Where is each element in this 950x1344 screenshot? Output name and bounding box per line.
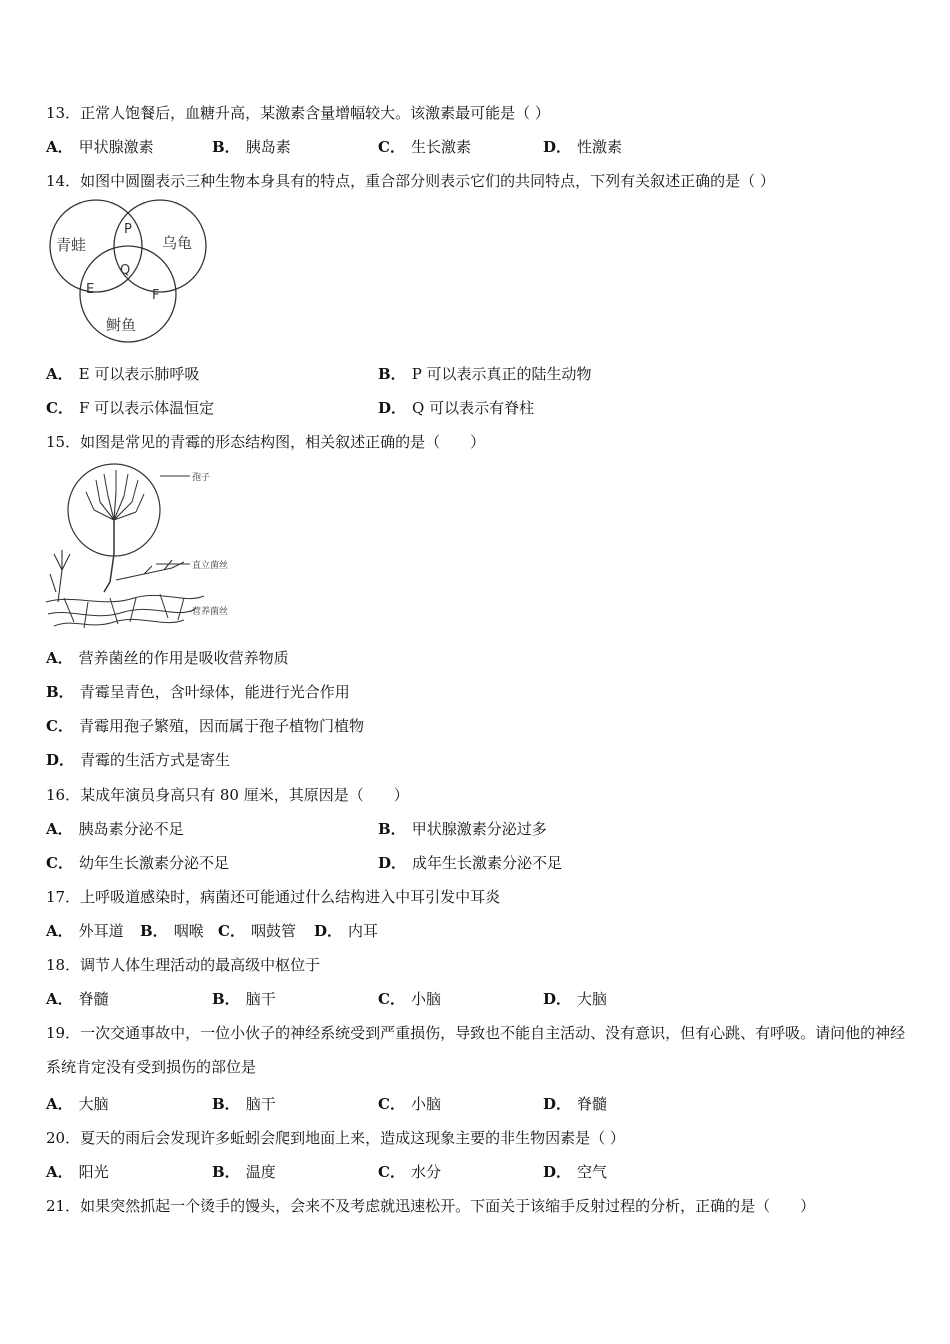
option-text: 大脑 — [577, 990, 608, 1008]
q19-option-d[interactable] — [543, 1094, 607, 1114]
option-text: 甲状腺激素 — [78, 138, 154, 156]
option-label: B． — [378, 820, 406, 838]
option-label: C． — [378, 1163, 405, 1181]
option-label: A． — [46, 138, 73, 156]
option-text: 青霉呈青色，含叶绿体，能进行光合作用 — [79, 683, 350, 701]
option-label: A． — [46, 365, 73, 383]
option-label: B． — [140, 922, 168, 940]
label-vegetative-hyphae: 营养菌丝 — [192, 607, 229, 617]
q14-option-b[interactable] — [378, 364, 592, 384]
option-label: D． — [543, 1095, 572, 1113]
q20-option-a[interactable] — [46, 1162, 109, 1182]
q19-option-b[interactable] — [212, 1094, 276, 1114]
option-label: C． — [378, 990, 405, 1008]
option-text: 小脑 — [410, 990, 441, 1008]
option-label: A． — [46, 649, 73, 667]
q19-option-a[interactable] — [46, 1094, 109, 1114]
q14-option-c[interactable] — [46, 398, 214, 418]
q16-option-c[interactable] — [46, 853, 229, 873]
option-label: C． — [378, 138, 405, 156]
q16-option-b[interactable] — [378, 819, 547, 839]
penicillium-diagram — [44, 462, 244, 634]
q18-stem: 18．调节人体生理活动的最高级中枢位于 — [46, 956, 321, 974]
q18-option-b[interactable] — [212, 989, 276, 1009]
option-label: C． — [46, 854, 73, 872]
option-text: 空气 — [577, 1163, 608, 1181]
q18-option-a[interactable] — [46, 989, 109, 1009]
vegetative-hyphae — [46, 594, 204, 628]
q17-stem: 17．上呼吸道感染时，病菌还可能通过什么结构进入中耳引发中耳炎 — [46, 888, 501, 906]
option-text: 咽喉 — [173, 922, 204, 940]
option-text: P 可以表示真正的陆生动物 — [411, 365, 592, 383]
option-text: 脊髓 — [577, 1095, 608, 1113]
option-text: 小脑 — [410, 1095, 441, 1113]
option-label: C． — [46, 717, 73, 735]
label-aerial-hyphae: 直立菌丝 — [192, 561, 229, 571]
q19-stem: 19．一次交通事故中，一位小伙子的神经系统受到严重损伤，导致也不能自主活动、没有意识，但有心跳、有呼吸。请问他的神经系统肯定没有受到损伤的部位是 — [46, 1024, 906, 1076]
option-label: B． — [212, 990, 240, 1008]
option-text: 胰岛素分泌不足 — [78, 820, 184, 838]
option-label: A． — [46, 1095, 73, 1113]
option-label: B． — [212, 1163, 240, 1181]
option-label: C． — [46, 399, 73, 417]
option-text: F 可以表示体温恒定 — [78, 399, 215, 417]
option-label: B． — [212, 1095, 240, 1113]
option-text: 脊髓 — [78, 990, 109, 1008]
option-text: 外耳道 — [78, 922, 124, 940]
option-text: 性激素 — [577, 138, 623, 156]
q16-stem: 16．某成年演员身高只有 80 厘米，其原因是（ ） — [46, 786, 409, 804]
venn-region-q: Q — [120, 263, 131, 278]
venn-label-fish: 鲥鱼 — [106, 316, 137, 334]
option-label: D． — [543, 138, 572, 156]
option-text: 青霉的生活方式是寄生 — [80, 751, 231, 769]
option-text: 温度 — [245, 1163, 276, 1181]
q13-stem: 13．正常人饱餐后，血糖升高，某激素含量增幅较大。该激素最可能是（ ） — [46, 104, 550, 122]
q18-option-c[interactable] — [378, 989, 441, 1009]
option-label: A． — [46, 1163, 73, 1181]
option-text: 青霉用孢子繁殖，因而属于孢子植物门植物 — [78, 717, 364, 735]
aerial-hypha — [104, 554, 114, 592]
venn-region-e: E — [86, 282, 95, 297]
option-label: B． — [46, 683, 74, 701]
q17-option-a[interactable] — [46, 921, 124, 941]
option-text: 咽鼓管 — [250, 922, 296, 940]
q20-stem: 20．夏天的雨后会发现许多蚯蚓会爬到地面上来，造成这现象主要的非生物因素是（ ） — [46, 1129, 625, 1147]
q20-option-d[interactable] — [543, 1162, 607, 1182]
option-label: A． — [46, 990, 73, 1008]
option-text: 阳光 — [78, 1163, 109, 1181]
option-label: B． — [212, 138, 240, 156]
option-label: D． — [543, 990, 572, 1008]
option-label: D． — [378, 399, 407, 417]
option-text: 大脑 — [78, 1095, 109, 1113]
q17-option-b[interactable] — [140, 921, 204, 941]
q17-option-c[interactable] — [218, 921, 296, 941]
option-text: E 可以表示肺呼吸 — [78, 365, 200, 383]
option-text: 生长激素 — [410, 138, 471, 156]
q20-option-b[interactable] — [212, 1162, 276, 1182]
label-spore: 孢子 — [192, 473, 211, 483]
brush-branches — [94, 492, 136, 520]
q14-option-d[interactable] — [378, 398, 534, 418]
venn-label-turtle: 乌龟 — [162, 234, 193, 252]
option-text: 营养菌丝的作用是吸收营养物质 — [78, 649, 289, 667]
option-text: 幼年生长激素分泌不足 — [78, 854, 229, 872]
q14-stem: 14．如图中圆圈表示三种生物本身具有的特点，重合部分则表示它们的共同特点，下列有关叙述正确的是（ ） — [46, 172, 775, 190]
q16-option-d[interactable] — [378, 853, 562, 873]
option-text: 胰岛素 — [245, 138, 291, 156]
q15-option-b[interactable] — [46, 682, 350, 702]
option-text: 水分 — [410, 1163, 441, 1181]
small-conidiophore — [50, 550, 70, 602]
q14-option-a[interactable] — [46, 364, 199, 384]
q20-option-c[interactable] — [378, 1162, 441, 1182]
right-branch — [116, 560, 184, 580]
option-label: A． — [46, 820, 73, 838]
q18-option-d[interactable] — [543, 989, 607, 1009]
venn-region-p: P — [124, 222, 132, 237]
option-label: B． — [378, 365, 406, 383]
q15-option-d[interactable] — [46, 750, 230, 770]
venn-region-f: F — [152, 288, 160, 303]
q13-option-b[interactable] — [212, 137, 291, 157]
option-text: 脑干 — [245, 1095, 276, 1113]
venn-label-frog: 青蛙 — [56, 236, 87, 254]
q15-option-a[interactable] — [46, 648, 289, 668]
q21-stem: 21．如果突然抓起一个烫手的馒头，会来不及考虑就迅速松开。下面关于该缩手反射过程的分析，正确的是（ ） — [46, 1197, 816, 1215]
option-label: D． — [314, 922, 343, 940]
q13-option-c[interactable] — [378, 137, 471, 157]
venn-diagram — [44, 198, 214, 346]
option-label: A． — [46, 922, 73, 940]
option-label: D． — [46, 751, 75, 769]
q15-option-c[interactable] — [46, 716, 364, 736]
option-label: D． — [378, 854, 407, 872]
option-label: C． — [218, 922, 245, 940]
q15-stem: 15．如图是常见的青霉的形态结构图，相关叙述正确的是（ ） — [46, 433, 486, 451]
q13-option-a[interactable] — [46, 137, 154, 157]
q17-option-d[interactable] — [314, 921, 378, 941]
q16-option-a[interactable] — [46, 819, 184, 839]
q13-option-d[interactable] — [543, 137, 622, 157]
option-text: Q 可以表示有脊柱 — [412, 399, 535, 417]
option-text: 内耳 — [348, 922, 379, 940]
q19-option-c[interactable] — [378, 1094, 441, 1114]
option-label: D． — [543, 1163, 572, 1181]
option-label: C． — [378, 1095, 405, 1113]
option-text: 成年生长激素分泌不足 — [412, 854, 563, 872]
option-text: 脑干 — [245, 990, 276, 1008]
option-text: 甲状腺激素分泌过多 — [411, 820, 547, 838]
